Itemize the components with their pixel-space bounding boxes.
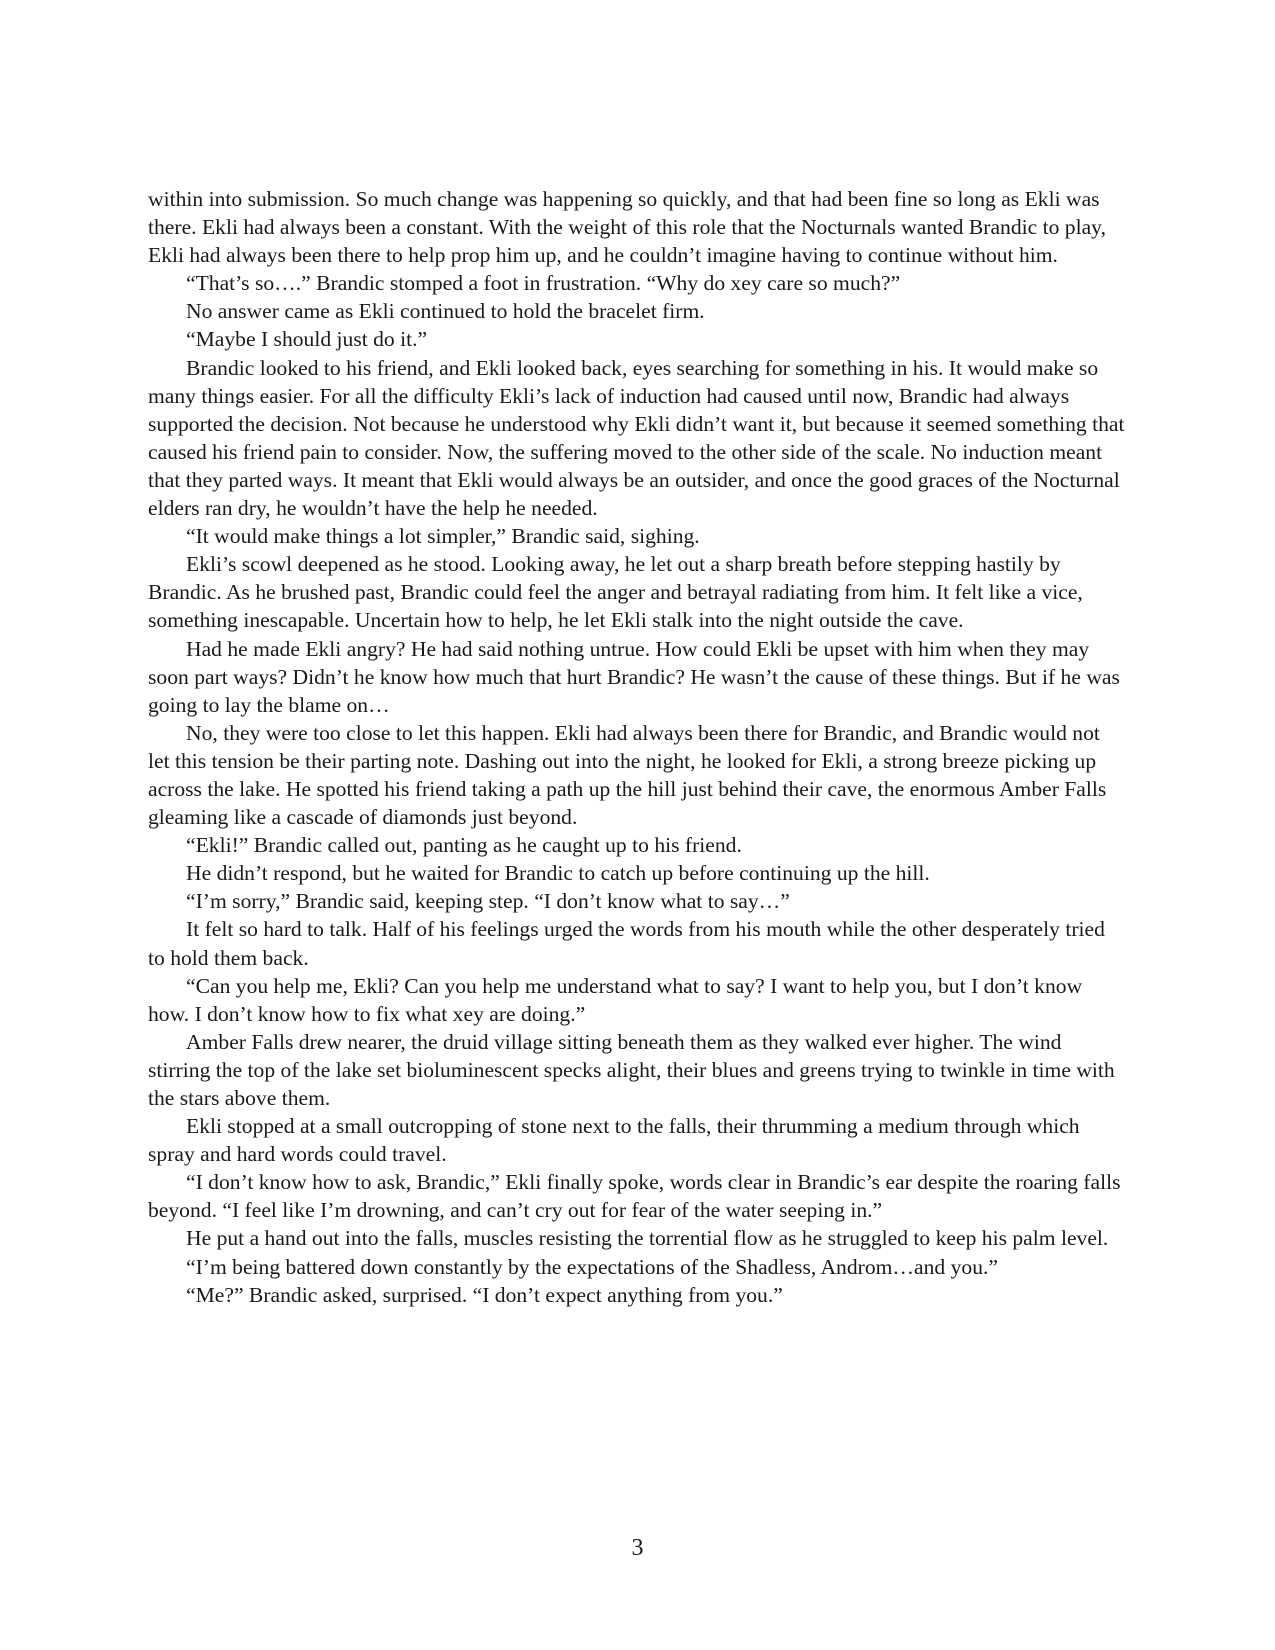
paragraph-1: within into submission. So much change was happening so quickly, and that had been fine so long as Ekli was there. Ekli had always been a constant. With the weight of this role that the Nocturnals wanted Brandic to play, Ekli had always been there to help prop him up, and he couldn’t imagine having to continue without him. — [148, 187, 1106, 268]
paragraph-13: It felt so hard to talk. Half of his feelings urged the words from his mouth while the other desperately tried to hold them back. — [148, 917, 1105, 970]
paragraph-17: “I don’t know how to ask, Brandic,” Ekli finally spoke, words clear in Brandic’s ear despite the roaring falls beyond. “I feel like I’m drowning, and can’t cry out for fear of the water seeping in.” — [148, 1170, 1121, 1223]
body-text — [148, 185, 1126, 1309]
paragraph-5: Brandic looked to his friend, and Ekli looked back, eyes searching for something in his. It would make so many things easier. For all the difficulty Ekli’s lack of induction had caused until now, Brandic had always supported the decision. Not because he understood why Ekli didn’t want it, but because it seemed something that caused his friend pain to consider. Now, the suffering moved to the other side of the scale. No induction meant that they parted ways. It meant that Ekli would always be an outsider, and once the good graces of the Nocturnal elders ran dry, he wouldn’t have the help he needed. — [148, 355, 1125, 521]
paragraph-19: “I’m being battered down constantly by the expectations of the Shadless, Androm…and you.” — [186, 1254, 998, 1279]
paragraph-20: “Me?” Brandic asked, surprised. “I don’t expect anything from you.” — [186, 1282, 783, 1307]
paragraph-6: “It would make things a lot simpler,” Brandic said, sighing. — [186, 524, 700, 549]
paragraph-8: Had he made Ekli angry? He had said nothing untrue. How could Ekli be upset with him when they may soon part ways? Didn’t he know how much that hurt Brandic? He wasn’t the cause of these things. But if he was going to lay the blame on… — [148, 636, 1120, 717]
paragraph-18: He put a hand out into the falls, muscles resisting the torrential flow as he struggled to keep his palm level. — [186, 1226, 1109, 1251]
paragraph-11: He didn’t respond, but he waited for Brandic to catch up before continuing up the hill. — [186, 861, 930, 886]
paragraph-12: “I’m sorry,” Brandic said, keeping step. “I don’t know what to say…” — [186, 889, 790, 914]
paragraph-14: “Can you help me, Ekli? Can you help me understand what to say? I want to help you, but I don’t know how. I don’t know how to fix what xey are doing.” — [148, 973, 1083, 1026]
paragraph-10: “Ekli!” Brandic called out, panting as he caught up to his friend. — [186, 833, 742, 858]
paragraph-3: No answer came as Ekli continued to hold the bracelet firm. — [186, 299, 705, 324]
paragraph-4: “Maybe I should just do it.” — [186, 327, 428, 352]
paragraph-7: Ekli’s scowl deepened as he stood. Looking away, he let out a sharp breath before stepping hastily by Brandic. As he brushed past, Brandic could feel the anger and betrayal radiating from him. It felt like a vice, something inescapable. Uncertain how to help, he let Ekli stalk into the night outside the cave. — [148, 552, 1083, 633]
paragraph-9: No, they were too close to let this happen. Ekli had always been there for Brandic, and Brandic would not let this tension be their parting note. Dashing out into the night, he looked for Ekli, a strong breeze picking up across the lake. He spotted his friend taking a path up the hill just behind their cave, the enormous Amber Falls gleaming like a cascade of diamonds just beyond. — [148, 720, 1107, 830]
paragraph-16: Ekli stopped at a small outcropping of stone next to the falls, their thrumming a medium through which spray and hard words could travel. — [148, 1114, 1080, 1167]
paragraph-15: Amber Falls drew nearer, the druid village sitting beneath them as they walked ever higher. The wind stirring the top of the lake set bioluminescent specks alight, their blues and greens trying to twinkle in time with the stars above them. — [148, 1029, 1115, 1110]
paragraph-2: “That’s so….” Brandic stomped a foot in frustration. “Why do xey care so much?” — [186, 271, 901, 296]
page-number: 3 — [631, 1535, 644, 1561]
